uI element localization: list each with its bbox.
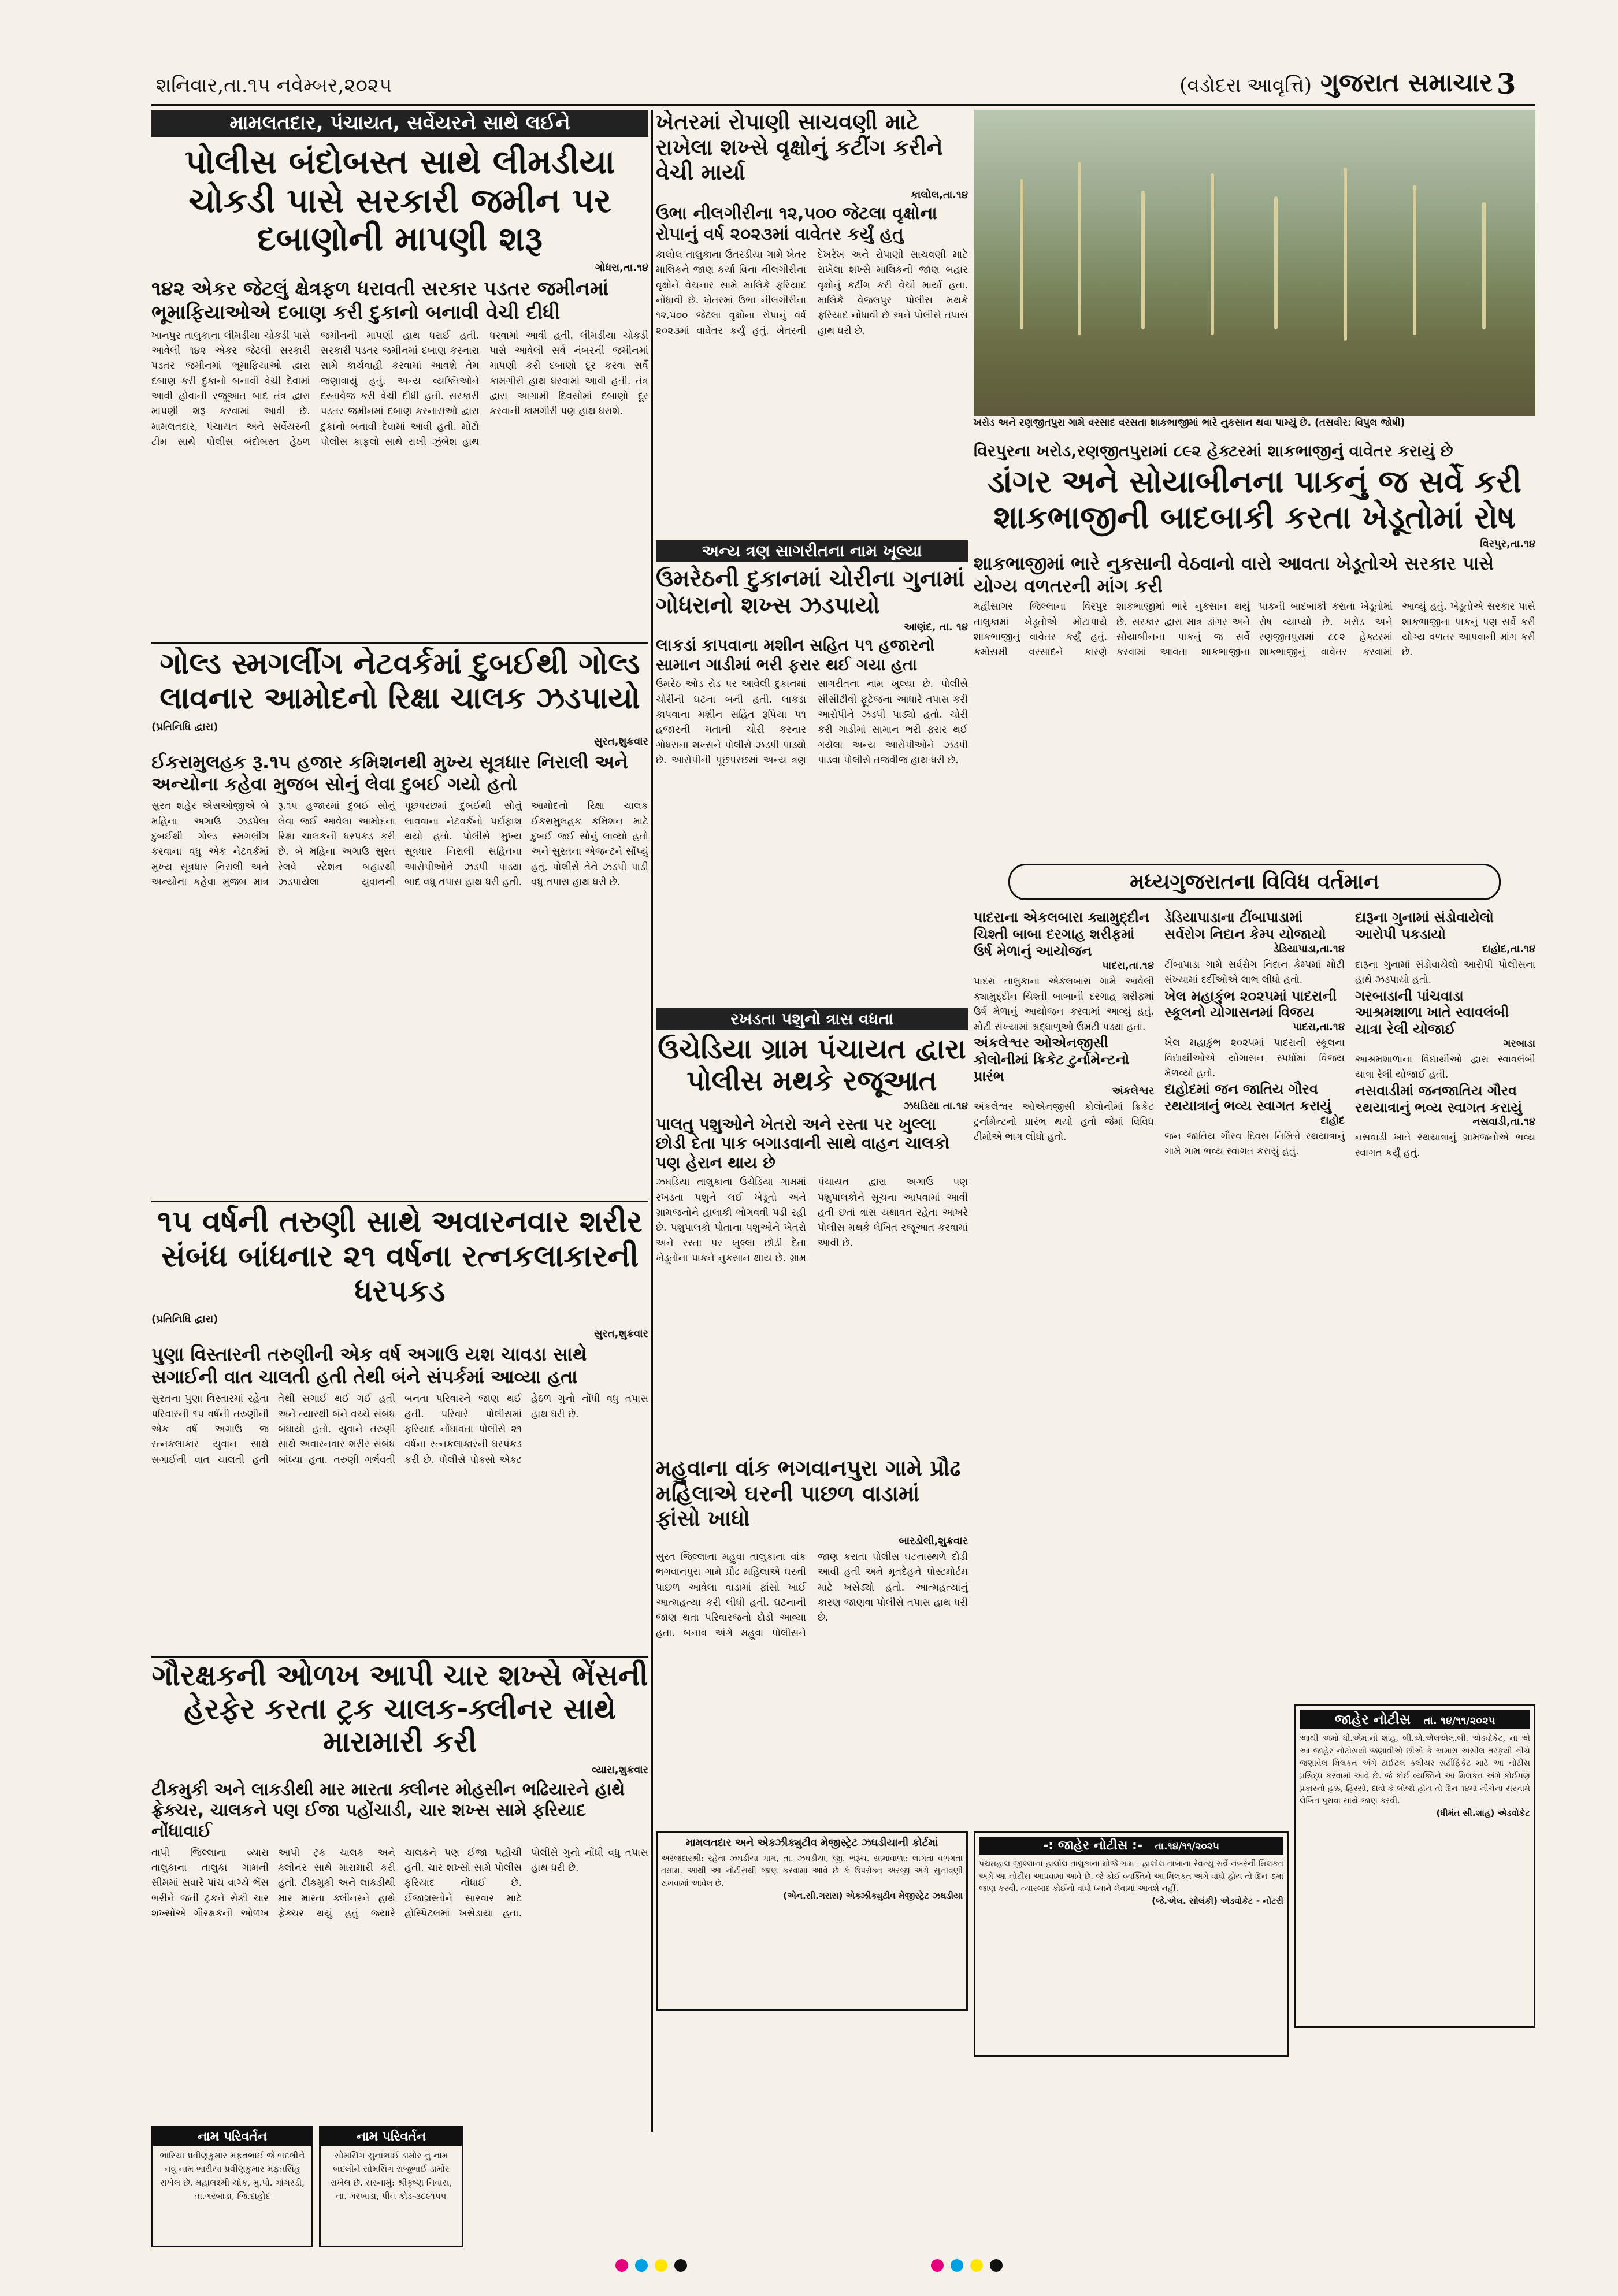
regional-item-dateline: દાહોદ,તા.૧૪ [1482, 942, 1535, 955]
story4-subhead: ટીકમુકી અને લાકડીથી માર મારતા ક્લીનર મોહસીન ભઢિયારને હાથે ફ્રેક્ચર, ચાલકને પણ ઈજા પહોંચાડી, ચાર શખ્સ સામે ફરિયાદ નોંધાવાઈ [151, 1779, 625, 1841]
list-item [974, 909, 1154, 1035]
story6-body: ઉમરેઠ ઓડ રોડ પર આવેલી દુકાનમાં ચોરીની ઘટના બની હતી. લાકડા કાપવાના મશીન સહિત રૂપિયા ૫૧ હજારની મતાની ચોરી કરનાર ગોધરાના શખ્સને પોલીસે ઝડપી પાડ્યો છે. આરોપીની પૂછપરછમાં અન્ય ત્રણ સાગરીતના નામ ખુલ્યા છે. પોલીસે સીસીટીવી ફૂટેજના આધારે તપાસ કરી આરોપીને ઝડપી પાડ્યો હતો. ચોરી કરી ગાડીમાં સામાન ભરી ફરાર થઈ ગયેલા અન્ય આરોપીઓને ઝડપી પાડવા પોલીસે તજવીજ હાથ ધરી છે. [656, 678, 968, 767]
story2-body: સુરત શહેર એસઓજીએ બે મહિના અગાઉ ઝડપેલા દુબઈથી ગોલ્ડ સ્મગલીંગ કરવાના વધુ એક નેટવર્કમાં મુખ્ય સૂત્રધાર નિરાલી અને અન્યોના કહેવા મુજબ માત્ર રૂ.૧૫ હજારમાં દુબઈ સોનું લેવા જઈ આવેલા આમોદના રિક્ષા ચાલકની ધરપકડ કરી છે. બે મહિના અગાઉ સુરત રેલવે સ્ટેશન બહારથી ઝડપાયેલા યુવાનની પૂછપરછમાં દુબઈથી સોનું લાવવાના નેટવર્કનો પર્દાફાશ થયો હતો. પોલીસે મુખ્ય સૂત્રધાર નિરાલી સહિતના આરોપીઓને ઝડપી પાડ્યા બાદ વધુ તપાસ હાથ ધરી હતી. આમોદનો રિક્ષા ચાલક ઈકરામુલહક કમિશન માટે દુબઈ જઈ સોનું લાવ્યો હતો અને સુરતના એજન્ટને સોંપ્યું હતું. પોલીસે તેને ઝડપી પાડી વધુ તપાસ હાથ ધરી છે. [151, 800, 648, 889]
divider [151, 642, 648, 644]
story2-dateline: સુરત,શુક્રવાર [593, 735, 648, 748]
photo-caption: ખરોડ અને રણજીતપુરા ગામે વરસાદ વરસતા શાકભાજીમાં ભારે નુકસાન થવા પામ્યું છે. (તસવીર: વિપુલ જોષી) [974, 417, 1405, 429]
story-crop-survey [974, 442, 1535, 858]
story1-headline: પોલીસ બંદોબસ્ત સાથે લીમડીયા ચોકડી પાસે સરકારી જમીન પર દબાણોની માપણી શરૂ [184, 142, 615, 259]
story5-headline: ખેતરમાં રોપાણી સાચવણી માટે રાખેલા શખ્સે વૃક્ષોનું કટીંગ કરીને વેચી માર્યા [656, 110, 943, 185]
name-change-notice-1 [151, 2126, 313, 2247]
story-minor-assault [151, 1205, 648, 1656]
newspaper-name: ગુજરાત સમાચાર [1320, 68, 1493, 98]
column-divider [651, 110, 653, 2132]
story4-dateline: વ્યારા,શુક્રવાર [591, 1763, 648, 1776]
jaher-notice2-title [979, 1837, 1283, 1855]
story6-headline: ઉમરેઠની દુકાનમાં ચોરીના ગુનામાં ગોધરાનો શખ્સ ઝડપાયો [656, 566, 965, 619]
regional-item-dateline: દાહોદ [1320, 1114, 1345, 1127]
regional-title: મધ્યગુજરાતના વિવિધ વર્તમાન [1008, 864, 1501, 900]
story-tree-cutting [656, 110, 968, 537]
name-change2-title: નામ પરિવર્તન [321, 2128, 462, 2146]
jaher-notice2-date: તા.૧૪/૧૧/૨૦૨૫ [1155, 1841, 1219, 1852]
regional-item-headline: ડેડિયાપાડાના ટીંબાપાડામાં સર્વરોગ નિદાન કેમ્પ યોજાયો [1164, 909, 1326, 943]
regional-item-body: નસવાડી ખાતે રથયાત્રાનું ગ્રામજનોએ ભવ્ય સ્વાગત કર્યું હતું. [1355, 1132, 1535, 1159]
list-item [1355, 909, 1535, 987]
story9-dateline: વિરપુર,તા.૧૪ [1480, 538, 1535, 551]
story8-headline: મહુવાના વાંક ભગવાનપુરા ગામે પ્રૌઢ મહિલાએ ઘરની પાછળ વાડામાં ફાંસો ખાધો [656, 1456, 961, 1532]
story1-subhead: ૧૪૨ એકર જેટલું ક્ષેત્રફળ ધરાવતી સરકાર પડતર જમીનમાં ભૂમાફિયાઓએ દબાણ કરી દુકાનો બનાવી વેચી દીધી [151, 277, 609, 324]
regional-item-dateline: ગરબાડા [1503, 1038, 1535, 1050]
story8-body: સુરત જિલ્લાના મહુવા તાલુકાના વાંક ભગવાનપુરા ગામે પ્રૌઢ મહિલાએ ઘરની પાછળ આવેલા વાડામાં ફાંસો ખાઈ આત્મહત્યા કરી લીધી હતી. ઘટનાની જાણ થતા પરિવારજનો દોડી આવ્યા હતા. બનાવ અંગે મહુવા પોલીસને જાણ કરાતા પોલીસ ઘટનાસ્થળે દોડી આવી હતી અને મૃતદેહને પોસ્ટમોર્ટમ માટે ખસેડ્યો હતો. આત્મહત્યાનું કારણ જાણવા પોલીસે તપાસ હાથ ધરી છે. [656, 1551, 968, 1639]
regional-item-headline: ખેલ મહાકુંભ ૨૦૨૫માં પાદરાની સ્કૂલનો યોગાસનમાં વિજય [1164, 987, 1337, 1021]
story7-kicker: રખડતા પશુનો ત્રાસ વધતા [656, 1008, 968, 1030]
regional-item-headline: નસવાડીમાં જનજાતિય ગૌરવ રથયાત્રાનું ભવ્ય સ્વાગત કરાયું [1355, 1082, 1523, 1116]
edition-label: (વડોદરા આવૃત્તિ) [1179, 74, 1312, 97]
list-item [1164, 1081, 1345, 1159]
divider [151, 1201, 648, 1202]
regional-item-body: પાદરા તાલુકાના એકલબારા ગામે આવેલી ક્યામુદ્દીન ચિશ્તી બાબાની દરગાહ શરીફમાં ઉર્ષ મેળાનું આયોજન કરવામાં આવ્યું હતું. મોટી સંખ્યામાં શ્રદ્ધાળુઓ ઉમટી પડ્યા હતા. [974, 975, 1154, 1033]
jaher-notice2-sign: (જે.એલ. સોલંકી) એડવોકેટ - નોટરી [1152, 1896, 1283, 1907]
court-notice-title: મામલતદાર અને એક્ઝીક્યુટીવ મેજીસ્ટ્રેટ ઝઘડીયાની કોર્ટમાં [685, 1837, 938, 1849]
public-notice-body: આથી અમો ધી.એમ.ની શાહ, બી.એ.એલએલ.બી. એડવોકેટ, ના એ આ જાહેર નોટીસથી જણાવીએ છીએ કે અમારા અસીલ તરફથી નીચે જણાવેલ મિલકત અંગે ટાઈટલ ક્લીયર સર્ટીફિકેટ માટે આ નોટીસ પ્રસિદ્ધ કરવામાં આવે છે. જે કોઈ વ્યક્તિને આ મિલકત અંગે કોઈપણ પ્રકારનો હક્ક, હિસ્સો, દાવો કે બોજો હોય તો દિન ૧૪માં નીચેના સરનામે લેખિત પુરાવા સાથે જાણ કરવી. [1300, 1734, 1530, 1806]
list-item [1164, 909, 1345, 987]
story2-headline: ગોલ્ડ સ્મગલીંગ નેટવર્કમાં દુબઈથી ગોલ્ડ લાવનાર આમોદનો રિક્ષા ચાલક ઝડપાયો [159, 647, 640, 716]
story9-body: મહીસાગર જિલ્લાના વિરપુર તાલુકામાં ખેડૂતોએ મોટાપાયે શાકભાજીનું વાવેતર કર્યું હતું. કમોસમી વરસાદને કારણે શાકભાજીમાં ભારે નુકસાન થયું છે. સરકાર દ્વારા માત્ર ડાંગર અને સોયાબીનના પાકનું જ સર્વે કરવામાં આવતા શાકભાજીના પાકની બાદબાકી કરાતા ખેડૂતોમાં રોષ વ્યાપ્યો છે. ખરોડ અને રણજીતપુરામાં ૮૯૨ હેક્ટરમાં શાકભાજીનું વાવેતર કરવામાં આવ્યું હતું. ખેડૂતોએ સરકાર પાસે શાકભાજીના પાકનું પણ સર્વે કરી યોગ્ય વળતર આપવાની માંગ કરી છે. [974, 601, 1535, 659]
regional-item-headline: દાહોદમાં જન જાતિય ગૌરવ રથયાત્રાનું ભવ્ય સ્વાગત કરાયું [1164, 1081, 1332, 1114]
page-number: 3 [1497, 68, 1516, 101]
story9-subhead: શાકભાજીમાં ભારે નુકસાની વેઠવાનો વારો આવતા ખેડૂતોએ સરકાર પાસે યોગ્ય વળતરની માંગ કરી [974, 552, 1494, 597]
story6-subhead: લાકડાં કાપવાના મશીન સહિત ૫૧ હજારનો સામાન ગાડીમાં ભરી ફરાર થઈ ગયા હતા [656, 636, 935, 674]
name-change1-title: નામ પરિવર્તન [153, 2128, 311, 2146]
story5-body: કાલોલ તાલુકાના ઉતરડીયા ગામે ખેતર માલિકને જાણ કર્યા વિના નીલગીરીના વૃક્ષોને વેચનાર સામે માલિકે ફરિયાદ નોંધાવી છે. ખેતરમાં ઉભા નીલગીરીના ૧૨,૫૦૦ જેટલા વૃક્ષોના રોપાનું વર્ષ ૨૦૨૩માં વાવેતર કર્યું હતું. ખેતરની દેખરેખ અને રોપાણી સાચવણી માટે રાખેલા શખ્સે માલિકની જાણ બહાર વૃક્ષોનું કટીંગ કરી વેચી માર્યા હતા. માલિકે વેજલપુર પોલીસ મથકે ફરિયાદ નોંધાવી છે અને પોલીસે તપાસ હાથ ધરી છે. [656, 249, 968, 337]
story7-headline: ઉચેડિયા ગ્રામ પંચાયત દ્વારા પોલીસ મથકે રજૂઆત [658, 1033, 966, 1098]
regional-item-headline: અંકલેશ્વર ઓએનજીસી કોલોનીમાં ક્રિકેટ ટુર્નામેન્ટનો પ્રારંભ [974, 1035, 1130, 1084]
regional-item-dateline: નસવાડી,તા.૧૪ [1472, 1116, 1535, 1128]
jaher-notice2-title-text: -: જાહેર નોટીસ :- [1043, 1838, 1142, 1853]
list-item [1164, 988, 1345, 1082]
regional-item-headline: દારૂના ગુનામાં સંડોવાયેલો આરોપી પકડાયો [1355, 909, 1494, 943]
list-item [1355, 988, 1535, 1083]
public-notice [1294, 1704, 1535, 2028]
jaher-notice-2 [974, 1831, 1289, 2057]
regional-item-body: અંકલેશ્વર ઓએનજીસી કોલોનીમાં ક્રિકેટ ટુર્નામેન્ટનો પ્રારંભ થયો હતો જેમાં વિવિધ ટીમોએ ભાગ લીધો હતો. [974, 1101, 1154, 1143]
public-notice-sign: (ધીમંત સી.શાહ) એડવોકેટ [1436, 1808, 1530, 1819]
print-registration-marks [404, 2259, 1214, 2282]
name-change2-body: સોમસિંગ ચુનાભાઈ ડામોર નું નામ બદલીને સોમસિંગ રાજુભાઈ ડામોર રાખેલ છે. સરનામું: શ્રીકૃષ્ણ નિવાસ, તા. ગરબાડા, પીન કોડ-૩૮૯૧૫૫ [330, 2150, 452, 2201]
story3-subhead: પુણા વિસ્તારની તરુણીની એક વર્ષ અગાઉ યશ ચાવડા સાથે સગાઈની વાત ચાલતી હતી તેથી બંને સંપર્કમાં આવ્યા હતા [151, 1343, 587, 1388]
story9-headline: ડાંગર અને સોયાબીનના પાકનું જ સર્વે કરી શાકભાજીની બાદબાકી કરતા ખેડૂતોમાં રોષ [988, 463, 1521, 536]
court-notice [656, 1831, 968, 2011]
story7-body: ઝઘડિયા તાલુકાના ઉચેડિયા ગામમાં રખડતા પશુને લઈ ખેડૂતો અને ગ્રામજનોને હાલાકી ભોગવવી પડી રહી છે. પશુપાલકો પોતાના પશુઓને ખેતરો અને રસ્તા પર ખુલ્લા છોડી દેતા ખેડૂતોના પાકને નુકસાન થાય છે. ગ્રામ પંચાયત દ્વારા અગાઉ પણ પશુપાલકોને સૂચના આપવામાં આવી હતી છતાં ત્રાસ યથાવત રહેતા આખરે પોલીસ મથકે લેખિત રજૂઆત કરવામાં આવી છે. [656, 1176, 968, 1265]
story5-dateline: કાલોલ,તા.૧૪ [911, 189, 968, 202]
masthead [0, 0, 1618, 69]
regional-item-body: ખેલ મહાકુંભ ૨૦૨૫માં પાદરાની સ્કૂલના વિદ્યાર્થીઓએ યોગાસન સ્પર્ધામાં વિજય મેળવ્યો હતો. [1164, 1037, 1345, 1079]
name-change1-body: ભારિયા પ્રવીણકુમાર મફતભાઈ જે બદલીને નવું નામ ભારીયા પ્રવીણકુમાર મફતસિંહ રાખેલ છે. મહાલક્ષ્મી ચોક, મુ.પો. ગાંગરડી, તા.ગરબાડા, જિ.દાહોદ [159, 2150, 305, 2201]
story5-subhead: ઉભા નીલગીરીના ૧૨,૫૦૦ જેટલા વૃક્ષોના રોપાનું વર્ષ ૨૦૨૩માં વાવેતર કર્યું હતુ [656, 203, 937, 245]
story-stray-cattle [656, 1008, 968, 1453]
regional-item-headline: ગરબાડાની પાંચવાડા આશ્રમશાળા ખાતે સ્વાવલંબી યાત્રા રેલી યોજાઈ [1355, 987, 1509, 1038]
public-notice-date: તા. ૧૪/૧૧/૨૦૨૫ [1423, 1715, 1495, 1727]
masthead-rule [151, 104, 1535, 106]
regional-item-body: આશ્રમશાળાના વિદ્યાર્થીઓ દ્વારા સ્વાવલંબી યાત્રા રેલી યોજાઈ હતી. [1355, 1054, 1535, 1081]
story6-dateline: આણંદ, તા. ૧૪ [903, 621, 968, 634]
regional-item-dateline: પાદરા,તા.૧૪ [1293, 1021, 1345, 1034]
jaher-notice2-body: પંચમહાલ જીલ્લાના હાલોલ તાલુકાના મોજે ગામ - હાલોલ તાબાના રેવન્યુ સર્વે નંબરની મિલકત અંગે આ નોટીસ આપવામાં આવે છે. જે કોઈ વ્યક્તિને આ મિલકત અંગે વાંધો હોય તો દિન ૭માં જાણ કરવી. ત્યારબાદ કોઈનો વાંધો ધ્યાને લેવામાં આવશે નહીં. [979, 1859, 1283, 1894]
story8-dateline: બારડોલી,શુક્રવાર [899, 1535, 968, 1548]
court-notice-sign: (એન.સી.ગરાસ) એક્ઝીક્યુટીવ મેજીસ્ટ્રેટ ઝઘડીયા [783, 1890, 963, 1901]
regional-items [974, 909, 1535, 1161]
story-cow-vigilante [151, 1659, 648, 2122]
story3-dateline: સુરત,શુક્રવાર [593, 1328, 648, 1340]
regional-item-dateline: ડેડિયાપાડા,તા.૧૪ [1273, 942, 1345, 955]
divider [151, 1656, 648, 1658]
story6-kicker: અન્ય ત્રણ સાગરીતના નામ ખૂલ્યા [656, 540, 968, 562]
regional-item-body: જન જાતિય ગૌરવ દિવસ નિમિત્તે રથયાત્રાનું ગામે ગામ ભવ્ય સ્વાગત કરાયું હતું. [1164, 1130, 1345, 1158]
list-item [1355, 1083, 1535, 1161]
story2-source: (પ્રતિનિધિ દ્વારા) [151, 720, 218, 733]
story-gold-smuggling [151, 647, 648, 1202]
story-umreth-theft [656, 540, 968, 1005]
regional-item-headline: પાદરાના એકલબારા ક્યામુદ્દીન ચિશ્તી બાબા દરગાહ શરીફમાં ઉર્ષ મેળાનું આયોજન [974, 909, 1149, 959]
story9-kicker: વિરપુરના ખરોડ,રણજીતપુરામાં ૮૯૨ હેક્ટરમાં શાકભાજીનું વાવેતર કરાયું છે [974, 442, 1453, 460]
story3-source: (પ્રતિનિધિ દ્વારા) [151, 1313, 218, 1326]
story4-body: તાપી જિલ્લાના વ્યારા તાલુકાના તાલુકા ગામની સીમમાં સવારે પાંચ વાગ્યે ભેંસ ભરીને જતી ટ્રકને રોકી ચાર શખ્સોએ ગૌરક્ષકની ઓળખ આપી ટ્રક ચાલક અને ક્લીનર સાથે મારામારી કરી હતી. ટીકમુકી અને લાકડીથી માર મારતા ક્લીનરને હાથે ફ્રેક્ચર થયું હતું જ્યારે ચાલકને પણ ઈજા પહોંચી હતી. ચાર શખ્સો સામે પોલીસ ફરિયાદ નોંધાઈ છે. ઈજાગ્રસ્તોને સારવાર માટે હોસ્પિટલમાં ખસેડાયા હતા. પોલીસે ગુનો નોંધી વધુ તપાસ હાથ ધરી છે. [151, 1847, 648, 1919]
story3-body: સુરતના પુણા વિસ્તારમાં રહેતા પરિવારની ૧૫ વર્ષની તરુણીની એક વર્ષ અગાઉ જ રત્નકલાકાર યુવાન સાથે સગાઈની વાત ચાલતી હતી તેથી સગાઈ થઈ ગઈ હતી અને ત્યારથી બંને વચ્ચે સંબંધ બંધાયો હતો. યુવાને તરુણી સાથે અવારનવાર શરીર સંબંધ બાંધ્યા હતા. તરુણી ગર્ભવતી બનતા પરિવારને જાણ થઈ હતી. પરિવારે પોલીસમાં ફરિયાદ નોંધાવતા પોલીસે ૨૧ વર્ષના રત્નકલાકારની ધરપકડ કરી છે. પોલીસે પોક્સો એક્ટ હેઠળ ગુનો નોંધી વધુ તપાસ હાથ ધરી છે. [151, 1393, 648, 1466]
list-item [974, 1035, 1154, 1145]
story1-dateline: ગોધરા,તા.૧૪ [595, 262, 648, 274]
story4-headline: ગૌરક્ષકની ઓળખ આપી ચાર શખ્સે ભેંસની હેરફેર કરતા ટ્રક ચાલક-ક્લીનર સાથે મારામારી કરી [151, 1659, 648, 1759]
story7-dateline: ઝઘડિયા તા.૧૪ [903, 1099, 968, 1112]
court-notice-body: અરજદારશ્રી: રહેતા ઝઘડીયા ગામ, તા. ઝઘડીયા, જી. ભરૂચ. સામાવાળા: લાગતા વળગતા તમામ. આથી આ નોટીસથી જાણ કરવામાં આવે છે કે ઉપરોક્ત અરજી અંગે સુનાવણી રાખવામાં આવેલ છે. [661, 1853, 963, 1888]
vegetable-field-photo [974, 110, 1535, 416]
regional-news-section [974, 864, 1535, 1701]
regional-item-body: ટીંબાપાડા ગામે સર્વરોગ નિદાન કેમ્પમાં મોટી સંખ્યામાં દર્દીઓએ લાભ લીધો હતો. [1164, 958, 1345, 986]
story-mahuva-suicide [656, 1456, 968, 1826]
story-land-encroachment [151, 110, 648, 641]
regional-item-dateline: અંકલેશ્વર [1112, 1084, 1154, 1097]
story2-subhead: ઈકરામુલહક રૂ.૧૫ હજાર કમિશનથી મુખ્ય સૂત્રધાર નિરાલી અને અન્યોના કહેવા મુજબ સોનું લેવા દુબઈ ગયો હતો [151, 751, 628, 795]
story1-body: ખાનપુર તાલુકાના લીમડીયા ચોકડી પાસે આવેલી ૧૪૨ એકર જેટલી સરકારી પડતર જમીનમાં ભૂમાફિયાઓ દ્વારા દબાણ કરી દુકાનો બનાવી વેચી દેવામાં આવી હોવાની રજૂઆત બાદ તંત્ર દ્વારા માપણી શરૂ કરવામાં આવી છે. મામલતદાર, પંચાયત અને સર્વેયરની ટીમ સાથે પોલીસ બંદોબસ્ત હેઠળ જમીનની માપણી હાથ ધરાઈ હતી. સરકારી પડતર જમીનમાં દબાણ કરનારા સામે કાર્યવાહી કરવામાં આવશે તેમ જણાવાયું હતું. અન્ય વ્યક્તિઓને દસ્તાવેજ કરી વેચી દીધી હતી. સરકારી પડતર જમીનમાં દબાણ કરનારાઓ દ્વારા દુકાનો બનાવી દેવામાં આવી હતી. મોટો પોલીસ કાફલો સાથે રાખી ઝુંબેશ હાથ ધરવામાં આવી હતી. લીમડીયા ચોકડી પાસે આવેલી સર્વે નંબરની જમીનમાં માપણી કરી દબાણો દૂર કરવા સર્વે કામગીરી હાથ ધરવામાં આવી હતી. તંત્ર દ્વારા આગામી દિવસોમાં દબાણો દૂર કરવાની કામગીરી પણ હાથ ધરાશે. [151, 329, 648, 448]
story7-subhead: પાલતુ પશુઓને ખેતરો અને રસ્તા પર ખુલ્લા છોડી દેતા પાક બગાડવાની સાથે વાહન ચાલકો પણ હેરાન થાય છે [656, 1114, 950, 1172]
name-change-notice-2 [319, 2126, 463, 2247]
regional-item-body: દારૂના ગુનામાં સંડોવાયેલો આરોપી પોલીસના હાથે ઝડપાયો હતો. [1355, 958, 1535, 986]
regional-item-dateline: પાદરા,તા.૧૪ [1102, 959, 1154, 972]
issue-date: શનિવાર,તા.૧૫ નવેમ્બર,૨૦૨૫ [156, 74, 392, 97]
story3-headline: ૧૫ વર્ષની તરુણી સાથે અવારનવાર શરીર સંબંધ બાંધનાર ૨૧ વર્ષના રત્નકલાકારની ધરપકડ [157, 1205, 643, 1309]
story1-kicker: મામલતદાર, પંચાયત, સર્વેયરને સાથે લઈને [151, 110, 648, 137]
public-notice-title [1300, 1710, 1530, 1729]
public-notice-title-text: જાહેર નોટીસ [1334, 1711, 1411, 1727]
